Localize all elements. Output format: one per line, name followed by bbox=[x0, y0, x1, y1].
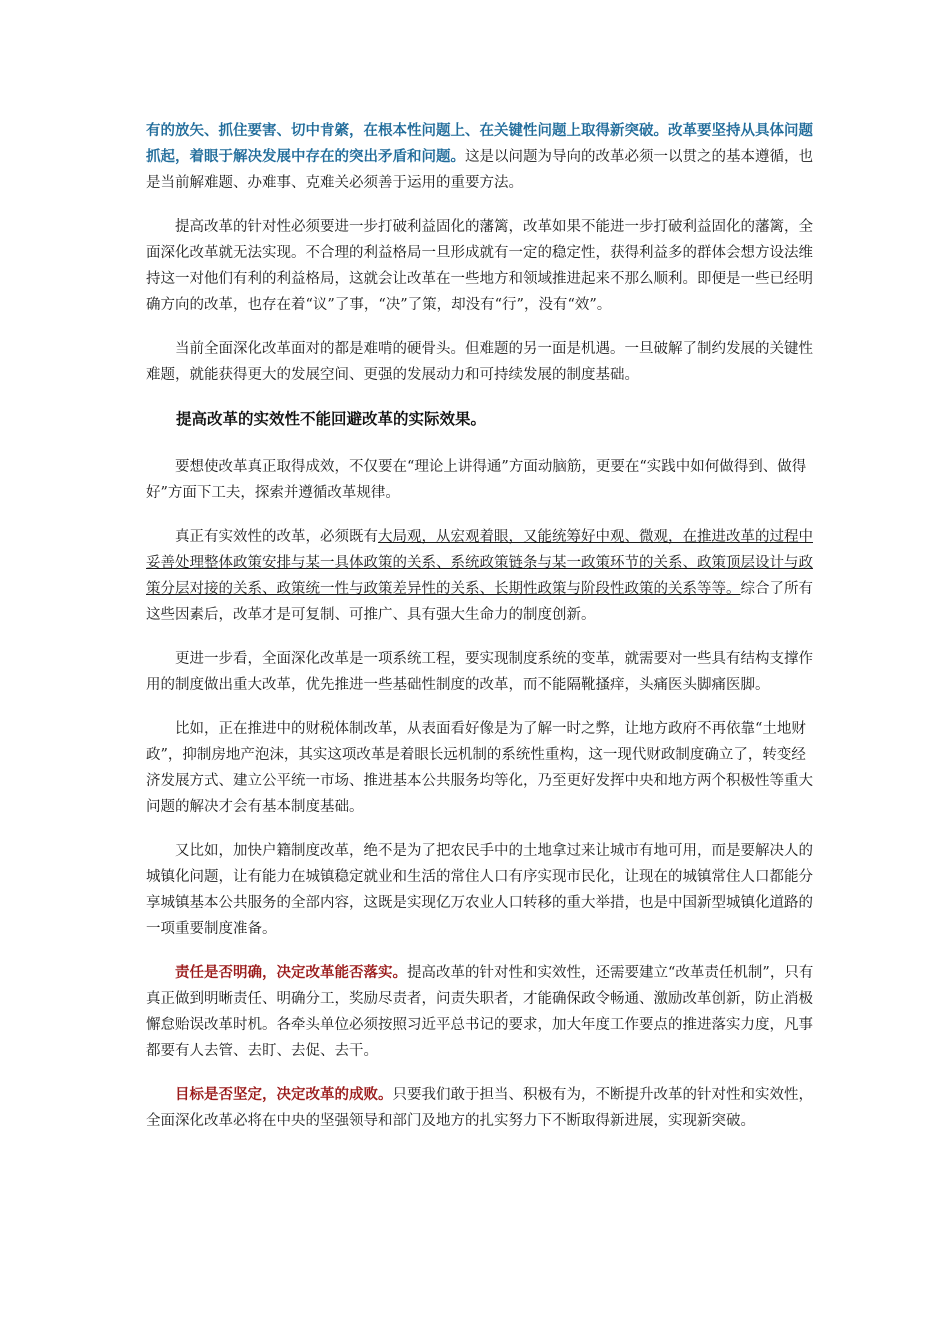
paragraph-text: 真正有实效性的改革，必须既有 bbox=[175, 529, 378, 545]
paragraph-8: 又比如，加快户籍制度改革，绝不是为了把农民手中的土地拿过来让城市有地可用，而是要解决人的城镇化问题，让有能力在城镇稳定就业和生活的常住人口有序实现市民化，让现在的城镇常住人口都能分享城镇基本公共服务的全部内容，这既是实现亿万农业人口转移的重大举措，也是中国新型城镇化道路的一项重要制度准备。 bbox=[146, 843, 813, 937]
paragraph-5 bbox=[146, 524, 816, 628]
section-heading: 提高改革的实效性不能回避改革的实际效果。 bbox=[176, 410, 487, 428]
paragraph-text: 只要我们敢于担当、积极有为，不断提升改革的针对性和实效性，全面深化改革必将在中央的坚强领导和部门及地方的扎实努力下不断取得新进展，实现新突破。 bbox=[146, 1087, 813, 1129]
highlight-red: 目标是否坚定，决定改革的成败。 bbox=[175, 1087, 393, 1103]
paragraph-9 bbox=[146, 960, 816, 1064]
paragraph-6: 更进一步看，全面深化改革是一项系统工程，要实现制度系统的变革，就需要对一些具有结构支撑作用的制度做出重大改革，优先推进一些基础性制度的改革，而不能隔靴搔痒，头痛医头脚痛医脚。 bbox=[146, 651, 813, 693]
paragraph-10 bbox=[146, 1082, 816, 1134]
highlight-blue: 有的放矢、抓住要害、切中肯綮，在根本性问题上、在关键性问题上取得新突破。改革要坚持从具体问题抓起，着眼于解决发展中存在的突出矛盾和问题。 bbox=[146, 123, 813, 165]
paragraph-2: 提高改革的针对性必须要进一步打破利益固化的藩篱，改革如果不能进一步打破利益固化的藩篱，全面深化改革就无法实现。不合理的利益格局一旦形成就有一定的稳定性，获得利益多的群体会想方设法维持这一对他们有利的利益格局，这就会让改革在一些地方和领域推进起来不那么顺利。即便是一些已经明确方向的改革，也存在着“议”了事，“决”了策，却没有“行”，没有“效”。 bbox=[146, 219, 813, 313]
paragraph-7: 比如，正在推进中的财税体制改革，从表面看好像是为了解一时之弊，让地方政府不再依靠“土地财政”，抑制房地产泡沫，其实这项改革是着眼长远机制的系统性重构，这一现代财政制度确立了，转变经济发展方式、建立公平统一市场、推进基本公共服务均等化，乃至更好发挥中央和地方两个积极性等重大问题的解决才会有基本制度基础。 bbox=[146, 721, 813, 815]
paragraph-text: 提高改革的针对性和实效性，还需要建立“改革责任机制”，只有真正做到明晰责任、明确分工，奖励尽责者，问责失职者，才能确保政令畅通、激励改革创新，防止消极懈怠贻误改革时机。各牵头单位必须按照习近平总书记的要求，加大年度工作要点的推进落实力度，凡事都要有人去管、去盯、去促、去干。 bbox=[146, 965, 814, 1059]
paragraph-text: 这是以问题为导向的改革必须一以贯之的基本遵循，也是当前解难题、办难事、克难关必须善于运用的重要方法。 bbox=[146, 149, 813, 191]
document-body bbox=[146, 118, 816, 1152]
paragraph-4: 要想使改革真正取得成效，不仅要在“理论上讲得通”方面动脑筋，更要在“实践中如何做得到、做得好”方面下工夫，探索并遵循改革规律。 bbox=[146, 459, 807, 501]
paragraph-text: 综合了所有这些因素后，改革才是可复制、可推广、具有强大生命力的制度创新。 bbox=[146, 581, 813, 623]
paragraph-1 bbox=[146, 118, 816, 196]
underlined-text: 大局观，从宏观着眼，又能统筹好中观、微观，在推进改革的过程中妥善处理整体政策安排与某一具体政策的关系、系统政策链条与某一政策环节的关系、政策顶层设计与政策分层对接的关系、政策统一性与政策差异性的关系、长期性政策与阶段性政策的关系等等。 bbox=[146, 529, 813, 597]
paragraph-3: 当前全面深化改革面对的都是难啃的硬骨头。但难题的另一面是机遇。一旦破解了制约发展的关键性难题，就能获得更大的发展空间、更强的发展动力和可持续发展的制度基础。 bbox=[146, 341, 813, 383]
highlight-red: 责任是否明确，决定改革能否落实。 bbox=[175, 965, 407, 981]
